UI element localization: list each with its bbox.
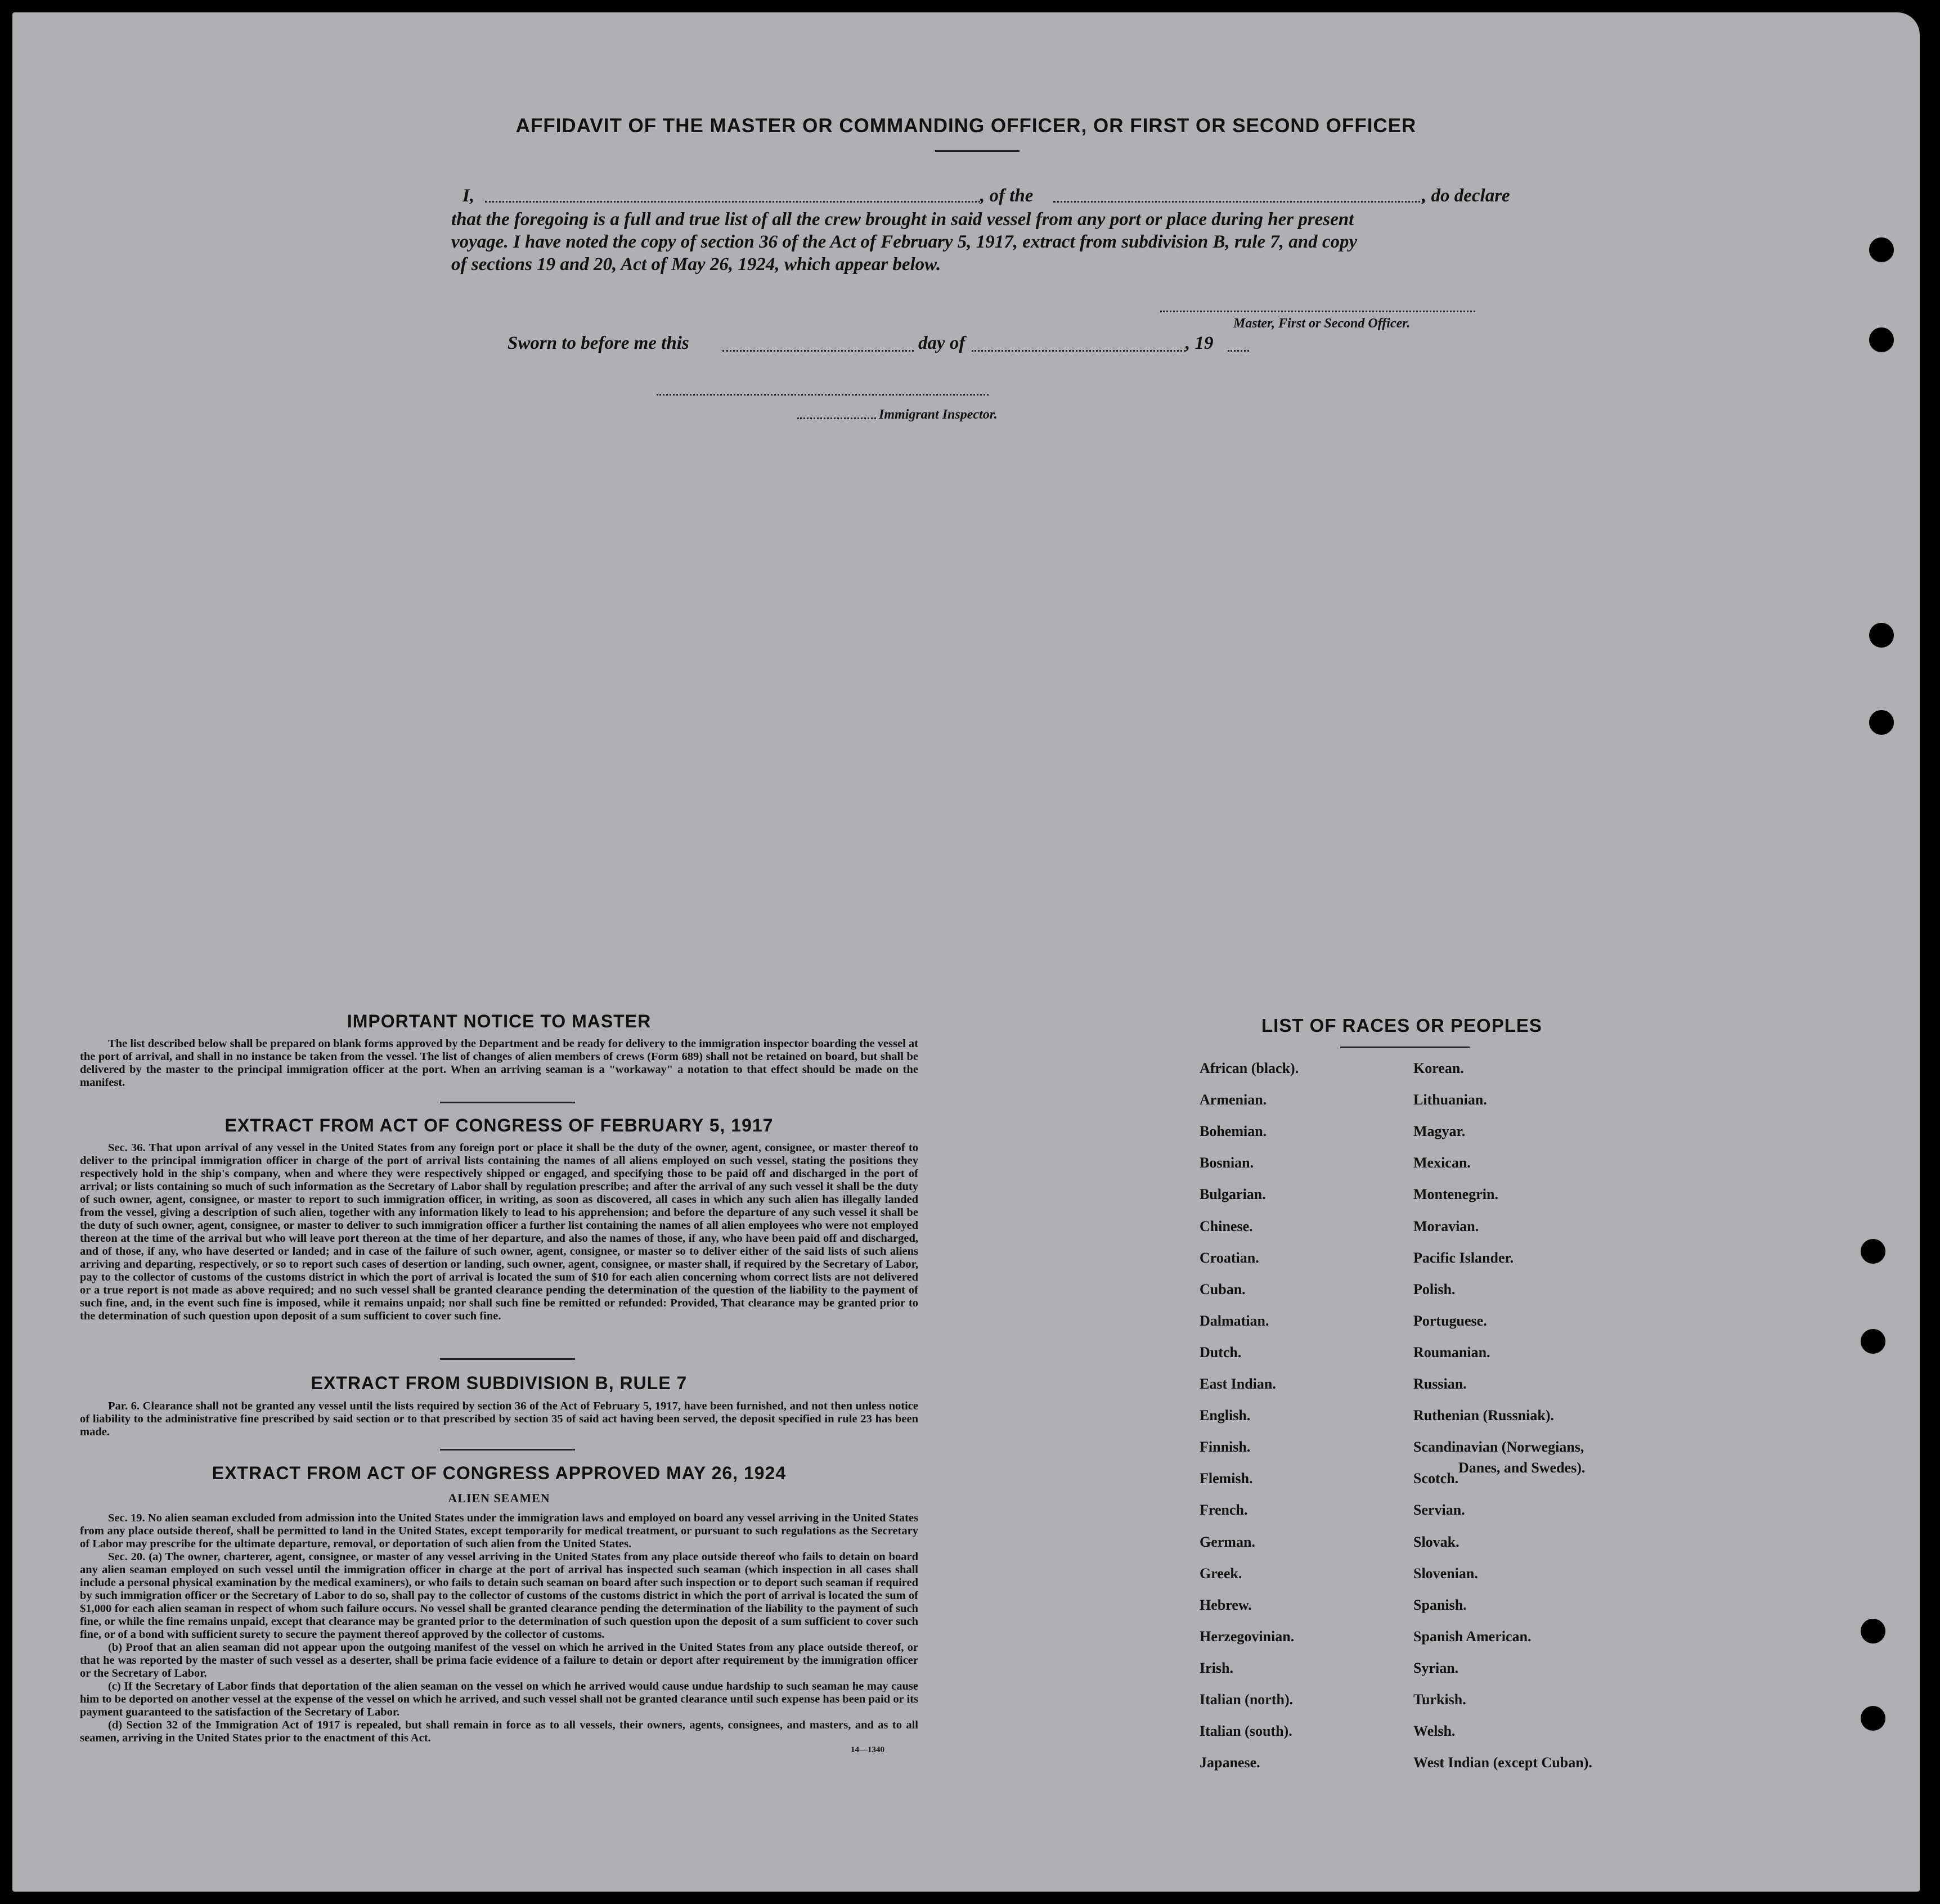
race-item: Montenegrin. xyxy=(1413,1186,1498,1202)
race-item: Portuguese. xyxy=(1413,1313,1487,1329)
declaration-line-1-mid: , of the xyxy=(980,186,1034,206)
master-caption: Master, First or Second Officer. xyxy=(1233,316,1411,331)
declaration-line-1-start: I, xyxy=(462,186,475,206)
inspector-dots xyxy=(797,417,876,419)
notice-title: IMPORTANT NOTICE TO MASTER xyxy=(347,1011,652,1031)
vessel-blank[interactable] xyxy=(1053,201,1425,203)
race-item: Finnish. xyxy=(1200,1439,1251,1455)
sworn-year-blank[interactable] xyxy=(1228,350,1249,352)
race-item: Bulgarian. xyxy=(1200,1186,1266,1202)
inspector-signature-blank[interactable] xyxy=(657,394,989,396)
divider xyxy=(935,150,1020,152)
punch-hole xyxy=(1869,327,1894,352)
race-item: German. xyxy=(1200,1534,1255,1550)
affidavit-title: AFFIDAVIT OF THE MASTER OR COMMANDING OFFICER, OR FIRST OR SECOND OFFICER xyxy=(515,115,1417,137)
sworn-text: Sworn to before me this xyxy=(508,333,689,353)
race-item: Russian. xyxy=(1413,1376,1467,1392)
race-item: English. xyxy=(1200,1407,1251,1423)
section-20b-text: (b) Proof that an alien seaman did not appear upon the outgoing manifest of the vessel on which he arrived in the United States from any place outside thereof, or that he was reported by the master of such vessel as a deserter, shall be prima facie evidence of a failure to detain or deport after requirement by the immigration officer or the Secretary of Labor. xyxy=(80,1641,918,1680)
race-item: Polish. xyxy=(1413,1281,1456,1297)
name-blank[interactable] xyxy=(485,201,980,203)
race-item: Lithuanian. xyxy=(1413,1092,1487,1108)
master-signature-blank[interactable] xyxy=(1160,311,1475,312)
sworn-year-label: , 19 xyxy=(1185,333,1214,353)
race-item: Servian. xyxy=(1413,1502,1465,1518)
divider xyxy=(440,1358,575,1360)
punch-hole xyxy=(1869,710,1894,735)
race-item-continuation: Danes, and Swedes). xyxy=(1458,1460,1586,1476)
declaration-line-1-end: , do declare xyxy=(1422,186,1510,206)
section-36-text: Sec. 36. That upon arrival of any vessel in the United States from any foreign port or place it shall be the duty of the owner, agent, consignee, or master thereof to deliver to the principal immigration officer in charge of the port of arrival lists containing the names of all aliens employed on such vessel, stating the positions they respectively hold in the ship's company, when and where they were respectively shipped or engaged, and specifying those to be paid off and discharged in the port of arrival; or lists containing so much of such information as the Secretary of Labor shall by regulation prescribe; and after the arrival of any such vessel it shall be the duty of such owner, agent, consignee, or master to report to such immigration officer, in writing, as soon as discovered, all cases in which any such alien has illegally landed from the vessel, giving a description of such alien, together with any information likely to lead to his apprehension; and before the departure of any such vessel it shall be the duty of such owner, agent, consignee, or master to deliver to such immigration officer a further list containing the names of all alien employees who were not employed thereon at the time of the arrival but who will leave port thereon at the time of her departure, and also the names of those, if any, who have been paid off and discharged, and of those, if any, who have deserted or landed; and in case of the failure of such owner, agent, consignee, or master so to deliver either of the said lists of such aliens arriving and departing, respectively, or so to report such cases of desertion or landing, such owner, agent, consignee, or master shall, if required by the Secretary of Labor, pay to the collector of customs of the customs district in which the port of arrival is located the sum of $10 for each alien concerning whom correct lists are not delivered or a true report is not made as above required; and no such vessel shall be granted clearance pending the determination of the question of the liability to the payment of such fine, and, in the event such fine is imposed, while it remains unpaid; nor shall such fine be remitted or refunded: Provided, That clearance may be granted prior to the determination of such question upon deposit of a sum sufficient to cover such fine. xyxy=(80,1142,918,1322)
race-item: Syrian. xyxy=(1413,1660,1459,1676)
rule-7-title: EXTRACT FROM SUBDIVISION B, RULE 7 xyxy=(311,1373,688,1393)
race-item: West Indian (except Cuban). xyxy=(1413,1754,1592,1771)
extract-1924-title: EXTRACT FROM ACT OF CONGRESS APPROVED MAY 26, 1924 xyxy=(212,1463,787,1483)
race-item: Flemish. xyxy=(1200,1470,1253,1487)
race-item: Welsh. xyxy=(1413,1723,1456,1739)
document-page xyxy=(12,12,1920,1892)
race-item: Scandinavian (Norwegians, xyxy=(1413,1439,1584,1455)
rule-7-text: Par. 6. Clearance shall not be granted any vessel until the lists required by section 36 of the Act of February 5, 1917, have been furnished, and not then unless notice of liability to the administrative fine prescribed by said section or to that prescribed by section 35 of said act having been served, the deposit specified in rule 23 has been made. xyxy=(80,1400,918,1438)
race-item: Japanese. xyxy=(1200,1754,1260,1771)
race-item: Spanish. xyxy=(1413,1597,1467,1613)
race-item: Scotch. xyxy=(1413,1470,1459,1487)
race-item: Bosnian. xyxy=(1200,1155,1254,1171)
race-item: Croatian. xyxy=(1200,1250,1259,1266)
race-item: Dutch. xyxy=(1200,1344,1242,1360)
race-item: French. xyxy=(1200,1502,1248,1518)
declaration-line-3: voyage. I have noted the copy of section 36 of the Act of February 5, 1917, extract from subdivision B, rule 7, and copy xyxy=(451,232,1358,252)
race-item: Irish. xyxy=(1200,1660,1233,1676)
race-item: Spanish American. xyxy=(1413,1628,1532,1645)
race-item: Armenian. xyxy=(1200,1092,1267,1108)
race-item: Roumanian. xyxy=(1413,1344,1490,1360)
sworn-day-blank[interactable] xyxy=(722,350,914,352)
punch-hole xyxy=(1861,1619,1885,1643)
race-item: Pacific Islander. xyxy=(1413,1250,1514,1266)
form-number: 14—1340 xyxy=(851,1745,884,1754)
race-item: Italian (north). xyxy=(1200,1691,1294,1708)
section-20a-text: Sec. 20. (a) The owner, charterer, agent, consignee, or master of any vessel arriving in the United States from any place outside thereof who fails to detain on board any alien seaman employed on such vessel until the immigration officer in charge at the port of arrival has inspected such seaman (which inspection in all cases shall include a personal physical examination by the medical examiners), or who fails to detain such seaman on board after such inspection or to deport such seaman if required by such immigration officer or the Secretary of Labor to do so, shall pay to the collector of customs of the customs district in which the port of arrival is located the sum of $1,000 for each alien seaman in respect of whom such failure occurs. No vessel shall be granted clearance pending the determination of the liability to the payment of such fine, or while the fine remains unpaid, except that clearance may be granted prior to the determination of such question upon the deposit of a sum sufficient to cover such fine, or of a bond with sufficient surety to secure the payment thereof approved by the collector of customs. xyxy=(80,1551,918,1641)
section-19-text: Sec. 19. No alien seaman excluded from admission into the United States under the immigration laws and employed on board any vessel arriving in the United States from any place outside thereof, shall be permitted to land in the United States, except temporarily for medical treatment, or pursuant to such regulations as the Secretary of Labor may prescribe for the ultimate departure, removal, or deportation of such alien from the United States. xyxy=(80,1512,918,1550)
race-item: Herzegovinian. xyxy=(1200,1628,1295,1645)
divider xyxy=(440,1449,575,1451)
race-item: Cuban. xyxy=(1200,1281,1246,1297)
race-item: Bohemian. xyxy=(1200,1123,1267,1139)
race-item: Hebrew. xyxy=(1200,1597,1252,1613)
punch-hole xyxy=(1861,1329,1885,1354)
race-item: Turkish. xyxy=(1413,1691,1466,1708)
punch-hole xyxy=(1861,1239,1885,1264)
race-item: Chinese. xyxy=(1200,1218,1253,1234)
race-item: Korean. xyxy=(1413,1060,1464,1076)
divider xyxy=(440,1102,575,1103)
declaration-line-4: of sections 19 and 20, Act of May 26, 1924, which appear below. xyxy=(451,254,941,275)
races-title: LIST OF RACES OR PEOPLES xyxy=(1261,1015,1542,1036)
sworn-month-blank[interactable] xyxy=(972,350,1185,352)
punch-hole xyxy=(1869,623,1894,648)
race-item: Ruthenian (Russniak). xyxy=(1413,1407,1554,1423)
race-item: Italian (south). xyxy=(1200,1723,1292,1739)
section-20d-text: (d) Section 32 of the Immigration Act of 1917 is repealed, but shall remain in force as to all vessels, their owners, agents, consignees, and masters, and as to all seamen, arriving in the United States prior to the enactment of this Act. xyxy=(80,1719,918,1744)
declaration-line-2: that the foregoing is a full and true list of all the crew brought in said vessel from any port or place during her present xyxy=(451,209,1354,230)
punch-hole xyxy=(1869,237,1894,262)
punch-hole xyxy=(1861,1706,1885,1731)
sworn-day-label: day of xyxy=(918,333,965,353)
race-item: Moravian. xyxy=(1413,1218,1479,1234)
race-item: African (black). xyxy=(1200,1060,1299,1076)
divider xyxy=(1340,1047,1470,1048)
race-item: Greek. xyxy=(1200,1565,1242,1582)
inspector-caption: Immigrant Inspector. xyxy=(879,407,998,422)
alien-seamen-subtitle: ALIEN SEAMEN xyxy=(448,1491,550,1505)
race-item: Magyar. xyxy=(1413,1123,1466,1139)
section-20c-text: (c) If the Secretary of Labor finds that deportation of the alien seaman on the vessel on which he arrived would cause undue hardship to such seaman he may cause him to be deported on another vessel at the expense of the vessel on which he arrived, and such vessel shall not be granted clearance until such expense has been paid or its payment guaranteed to the satisfaction of the Secretary of Labor. xyxy=(80,1680,918,1718)
race-item: Dalmatian. xyxy=(1200,1313,1269,1329)
race-item: Slovenian. xyxy=(1413,1565,1478,1582)
notice-text: The list described below shall be prepared on blank forms approved by the Department and be ready for delivery to the immigration inspector boarding the vessel at the port of arrival, and shall in no instance be taken from the vessel. The list of changes of alien members of crews (Form 689) shall not be retained on board, but shall be delivered by the master to the principal immigration officer at the port. When an arriving seaman is a "workaway" a notation to that effect should be made on the manifest. xyxy=(80,1038,918,1089)
race-item: East Indian. xyxy=(1200,1376,1276,1392)
race-item: Slovak. xyxy=(1413,1534,1460,1550)
extract-1917-title: EXTRACT FROM ACT OF CONGRESS OF FEBRUARY 5, 1917 xyxy=(224,1115,774,1135)
race-item: Mexican. xyxy=(1413,1155,1471,1171)
